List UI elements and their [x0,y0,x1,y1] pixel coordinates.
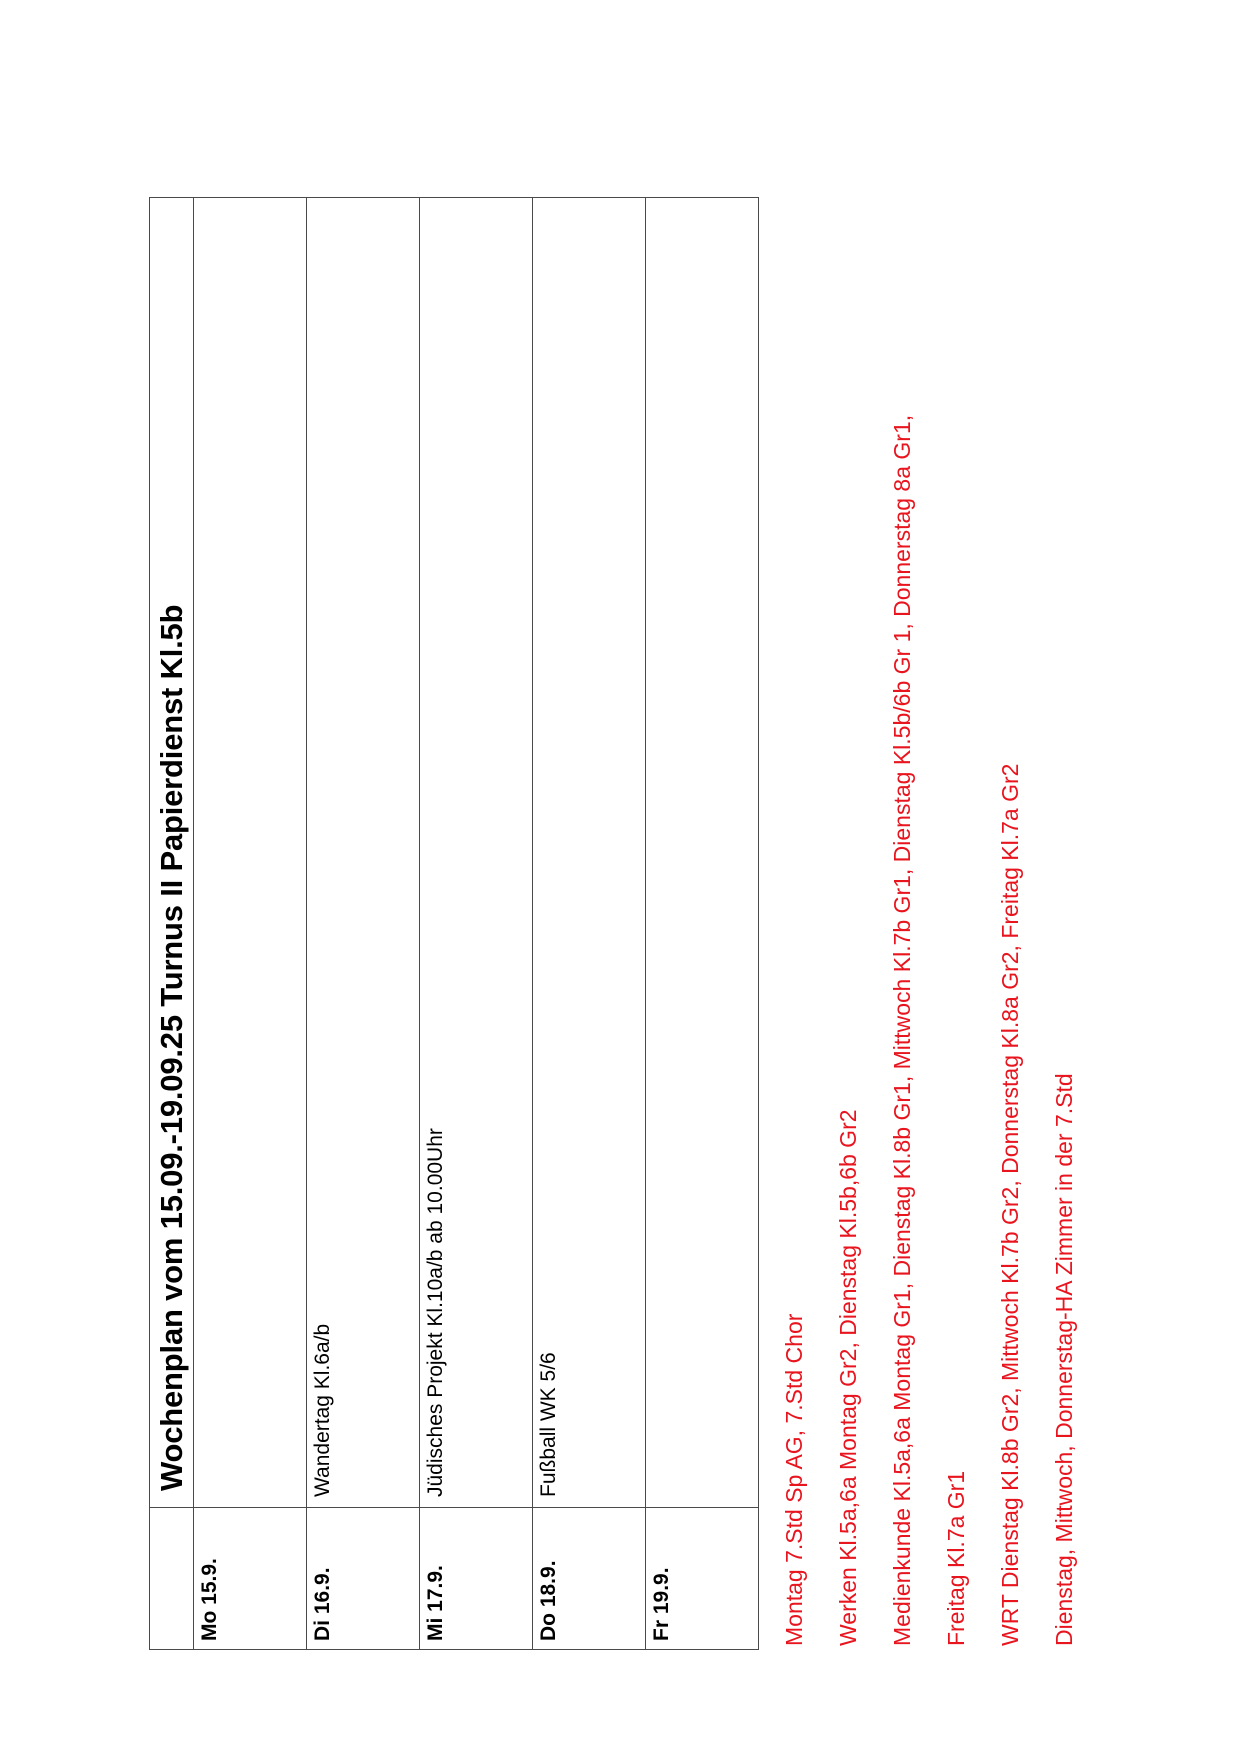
day-events [194,198,307,1508]
table-row-monday [194,198,307,1650]
day-label: Do 18.9. [533,1508,646,1650]
table-row-friday [646,198,759,1650]
note-line: Freitag Kl.7a Gr1 [943,1470,969,1646]
table-row-wednesday [420,198,533,1650]
day-events [646,198,759,1508]
note-line: WRT Dienstag Kl.8b Gr2, Mittwoch Kl.7b Gr2, Donnerstag Kl.8a Gr2, Freitag Kl.7a Gr2 [997,763,1023,1646]
day-events: Fußball WK 5/6 [533,198,646,1508]
plan-title: Wochenplan vom 15.09.-19.09.25 Turnus II Papierdienst Kl.5b [150,198,194,1508]
day-events: Wandertag Kl.6a/b [307,198,420,1508]
day-label: Di 16.9. [307,1508,420,1650]
day-label: Mi 17.9. [420,1508,533,1650]
note-line: Medienkunde Kl.5a,6a Montag Gr1, Dienstag Kl.8b Gr1, Mittwoch Kl.7b Gr1, Dienstag Kl.5b/6b Gr 1, Donnerstag 8a Gr1, [889,414,915,1646]
note-line: Werken Kl.5a,6a Montag Gr2, Dienstag Kl.5b,6b Gr2 [835,1109,861,1646]
table-row-tuesday [307,198,420,1650]
weekly-plan-table [149,197,759,1650]
table-header-row [150,198,194,1650]
note-line: Montag 7.Std Sp AG, 7.Std Chor [781,1313,807,1646]
day-label: Fr 19.9. [646,1508,759,1650]
table-row-thursday [533,198,646,1650]
note-line: Dienstag, Mittwoch, Donnerstag-HA Zimmer in der 7.Std [1051,1073,1077,1646]
header-empty-cell [150,1508,194,1650]
day-label: Mo 15.9. [194,1508,307,1650]
course-notes [772,415,1096,1646]
day-events: Jüdisches Projekt Kl.10a/b ab 10.00Uhr [420,198,533,1508]
